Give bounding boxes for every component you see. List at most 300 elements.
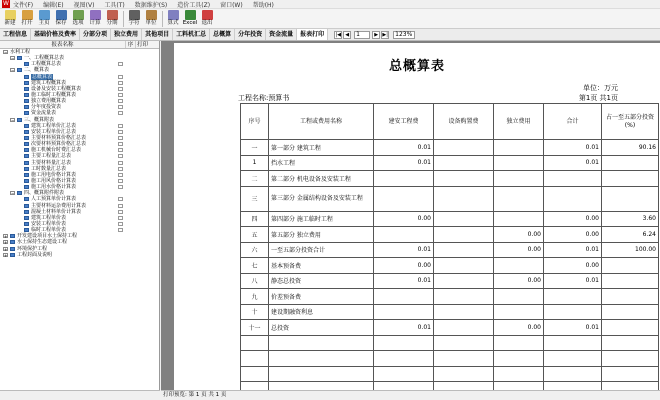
- expand-icon[interactable]: +: [4, 252, 8, 258]
- table-row: [241, 242, 659, 258]
- menu-item[interactable]: 窗口(W): [220, 1, 243, 9]
- report-icon: [24, 93, 29, 97]
- print-checkbox[interactable]: [118, 124, 123, 128]
- toolbar-button-label: 退出: [201, 20, 213, 26]
- print-checkbox[interactable]: [118, 99, 123, 103]
- tree-item-label: 设备及安装工程概算表: [31, 85, 82, 92]
- table-cell: 十一: [241, 320, 269, 336]
- collapse-icon[interactable]: −: [11, 68, 15, 74]
- tree-item-label: 建筑工程单价表: [31, 214, 67, 221]
- print-checkbox[interactable]: [118, 216, 123, 220]
- tree-item-label: 临时工程单价表: [31, 227, 67, 234]
- table-cell: [374, 382, 434, 391]
- table-cell: 第二部分 机电设备及安装工程: [269, 171, 374, 187]
- report-icon: [24, 148, 29, 152]
- table-cell: [374, 171, 434, 187]
- toolbar-button-label: 选项: [72, 20, 84, 26]
- table-cell: [602, 366, 659, 382]
- table-cell: [241, 351, 269, 367]
- print-checkbox[interactable]: [118, 161, 123, 165]
- table-cell: [434, 289, 494, 305]
- formula-icon: [168, 10, 179, 20]
- tree-item-label: 水土保持生态建设工程: [17, 239, 68, 246]
- toolbar-button[interactable]: [53, 9, 69, 29]
- table-cell: [602, 351, 659, 367]
- expand-icon[interactable]: +: [4, 246, 8, 252]
- print-checkbox[interactable]: [118, 136, 123, 140]
- report-icon: [24, 75, 29, 79]
- table-cell: 静态总投资: [269, 273, 374, 289]
- excel-icon: [185, 10, 196, 20]
- tree-item-label: 人工预算单价计算表: [31, 196, 77, 203]
- table-cell: 六: [241, 242, 269, 258]
- table-cell: 0.00: [494, 273, 544, 289]
- table-cell: 四: [241, 211, 269, 227]
- tree-item-label: 安装工程单价汇总表: [31, 128, 77, 135]
- folder-icon: [10, 234, 15, 238]
- print-checkbox[interactable]: [118, 210, 123, 214]
- toolbar: [0, 9, 660, 29]
- table-cell: [602, 186, 659, 211]
- tree-item-label: 安装工程单价表: [31, 220, 67, 227]
- table-cell: [434, 186, 494, 211]
- tab-bar: [0, 29, 660, 41]
- table-cell: 第三部分 金属结构设备及安装工程: [269, 186, 374, 211]
- table-cell: 0.00: [494, 242, 544, 258]
- tree-item-label: 二、概算表: [24, 67, 50, 74]
- print-checkbox[interactable]: [118, 185, 123, 189]
- next-page-button[interactable]: ▶: [372, 31, 380, 39]
- table-cell: [241, 335, 269, 351]
- table-cell: [434, 320, 494, 336]
- table-cell: 一至五部分投资合计: [269, 242, 374, 258]
- tree-item-label: 环境保护工程: [17, 245, 48, 252]
- tree-item-label: 工程封面及说明: [17, 251, 53, 258]
- tree-item-label: 主要工程量汇总表: [31, 153, 72, 160]
- report-icon: [24, 142, 29, 146]
- table-cell: 0.00: [544, 258, 602, 274]
- toolbar-button[interactable]: [182, 9, 198, 29]
- report-tree-panel: [0, 41, 160, 390]
- table-cell: [494, 382, 544, 391]
- table-cell: [494, 304, 544, 320]
- table-cell: [494, 258, 544, 274]
- table-cell: 七: [241, 258, 269, 274]
- toolbar-button-label: 字符: [128, 20, 140, 26]
- print-checkbox[interactable]: [118, 130, 123, 134]
- table-cell: [434, 140, 494, 156]
- expand-icon[interactable]: +: [4, 234, 8, 240]
- report-icon: [24, 81, 29, 85]
- zoom-select[interactable]: 123%: [393, 31, 415, 39]
- table-cell: [544, 366, 602, 382]
- table-cell: [494, 171, 544, 187]
- table-cell: [544, 186, 602, 211]
- table-cell: [269, 366, 374, 382]
- toolbar-button[interactable]: [19, 9, 35, 29]
- tree-item-label: 次要材料预算价格汇总表: [31, 141, 87, 148]
- toolbar-button-label: Excel: [182, 20, 198, 26]
- tree-item-label: 施工临时工程概算表: [31, 91, 77, 98]
- save-icon: [56, 10, 67, 20]
- table-cell: [374, 351, 434, 367]
- report-icon: [24, 210, 29, 214]
- table-cell: [434, 258, 494, 274]
- table-row: [241, 227, 659, 243]
- app-logo-icon: W: [3, 0, 9, 7]
- table-cell: [434, 227, 494, 243]
- table-cell: 一: [241, 140, 269, 156]
- tree-item-label: 水利工程: [10, 49, 31, 55]
- table-row: [241, 335, 659, 351]
- table-cell: [434, 155, 494, 171]
- table-cell: [241, 382, 269, 391]
- table-cell: [494, 211, 544, 227]
- table-cell: [374, 335, 434, 351]
- table-row: [241, 382, 659, 391]
- menu-item[interactable]: 编辑(E): [43, 1, 64, 9]
- report-unit: 单位：万元: [583, 84, 618, 92]
- report-icon: [24, 87, 29, 91]
- report-icon: [24, 136, 29, 140]
- table-cell: [269, 351, 374, 367]
- table-cell: [434, 382, 494, 391]
- report-icon: [24, 204, 29, 208]
- tree-item-label: 施工用水价格计算表: [31, 184, 77, 191]
- print-checkbox[interactable]: [118, 87, 123, 91]
- tree-header-print: 打印: [136, 42, 148, 48]
- toolbar-button-label: 打开: [21, 20, 33, 26]
- print-checkbox[interactable]: [118, 173, 123, 177]
- column-header: 占一至五部分投资(%): [602, 104, 659, 140]
- table-cell: 100.00: [602, 242, 659, 258]
- table-cell: [494, 335, 544, 351]
- table-cell: 0.00: [494, 320, 544, 336]
- folder-icon: [10, 247, 15, 251]
- table-row: [241, 351, 659, 367]
- print-checkbox[interactable]: [118, 154, 123, 158]
- table-cell: [494, 351, 544, 367]
- print-checkbox[interactable]: [118, 197, 123, 201]
- tab-item[interactable]: 分部分项: [80, 29, 111, 40]
- status-bar: 打印预览: 第 1 页 共 1 页: [161, 390, 660, 400]
- tab-item[interactable]: 工程信息: [0, 29, 31, 40]
- tab-item[interactable]: 工料机汇总: [173, 29, 210, 40]
- home-icon: [39, 10, 50, 20]
- table-cell: [602, 171, 659, 187]
- pager: [334, 31, 415, 39]
- print-checkbox[interactable]: [118, 167, 123, 171]
- table-cell: [374, 289, 434, 305]
- report-icon: [24, 228, 29, 232]
- print-checkbox[interactable]: [118, 222, 123, 226]
- table-cell: 建设期融资利息: [269, 304, 374, 320]
- table-cell: 五: [241, 227, 269, 243]
- table-cell: [602, 273, 659, 289]
- table-cell: 0.00: [544, 227, 602, 243]
- table-cell: 八: [241, 273, 269, 289]
- expand-icon[interactable]: +: [4, 240, 8, 246]
- toolbar-button[interactable]: [36, 9, 52, 29]
- tree-item-label: 工时数量汇总表: [31, 165, 67, 172]
- new-icon: [5, 10, 16, 20]
- table-cell: 1: [241, 155, 269, 171]
- toolbar-button-label: 分期: [106, 20, 118, 26]
- tree-item-label: 主要材料预算价格汇总表: [31, 134, 87, 141]
- print-checkbox[interactable]: [118, 93, 123, 97]
- print-checkbox[interactable]: [118, 228, 123, 232]
- menu-item[interactable]: 数据维护(S): [134, 1, 168, 9]
- table-cell: [544, 171, 602, 187]
- table-cell: 0.00: [374, 258, 434, 274]
- sidebar-footer: [0, 390, 160, 400]
- tree-item-label: 资金流量表: [31, 110, 57, 117]
- char-icon: [129, 10, 140, 20]
- table-cell: 0.00: [374, 211, 434, 227]
- options-icon: [73, 10, 84, 20]
- print-checkbox[interactable]: [118, 75, 123, 79]
- report-icon: [24, 62, 29, 66]
- report-icon: [24, 167, 29, 171]
- folder-icon: [10, 240, 15, 244]
- toolbar-button-label: 新建: [4, 20, 16, 26]
- table-cell: [602, 155, 659, 171]
- table-row: [241, 304, 659, 320]
- table-cell: 0.01: [374, 273, 434, 289]
- toolbar-button[interactable]: [70, 9, 86, 29]
- open-icon: [22, 10, 33, 20]
- print-checkbox[interactable]: [118, 179, 123, 183]
- tree-header-name: 报表名称: [51, 42, 74, 48]
- table-cell: 0.00: [544, 211, 602, 227]
- folder-icon: [17, 191, 22, 195]
- report-page-info: 第1页 共1页: [578, 94, 618, 102]
- tab-item[interactable]: 其他项目: [142, 29, 173, 40]
- tab-item[interactable]: 独立费用: [111, 29, 142, 40]
- column-header: 序号: [241, 104, 269, 140]
- tree-item-label: 混凝土材料单价计算表: [31, 208, 82, 215]
- toolbar-button-label: 保存: [55, 20, 67, 26]
- table-cell: [602, 304, 659, 320]
- table-cell: 90.16: [602, 140, 659, 156]
- report-icon: [24, 179, 29, 183]
- tree-item[interactable]: [0, 252, 159, 258]
- folder-icon: [17, 118, 22, 122]
- folder-icon: [10, 253, 15, 257]
- print-checkbox[interactable]: [118, 148, 123, 152]
- exit-icon: [202, 10, 213, 20]
- tree-item-label: 建筑工程概算表: [31, 79, 67, 86]
- table-cell: [602, 289, 659, 305]
- table-cell: [434, 304, 494, 320]
- report-icon: [24, 99, 29, 103]
- toolbar-button[interactable]: [87, 9, 103, 29]
- stage-icon: [107, 10, 118, 20]
- table-cell: 基本预备费: [269, 258, 374, 274]
- tree-item-label: 四、概算附件附表: [24, 190, 65, 197]
- report-icon: [24, 197, 29, 201]
- report-icon: [24, 105, 29, 109]
- menu-item[interactable]: 文件(F): [13, 1, 34, 9]
- tree-item-label: 一、工程概算总表: [24, 55, 65, 62]
- report-icon: [24, 154, 29, 158]
- table-cell: 挡水工程: [269, 155, 374, 171]
- table-cell: 价差预备费: [269, 289, 374, 305]
- column-header: 合计: [544, 104, 602, 140]
- first-page-button[interactable]: |◀: [335, 31, 341, 38]
- table-cell: [602, 382, 659, 391]
- tree-item-label: 分年度投资表: [31, 104, 62, 111]
- collapse-icon[interactable]: −: [11, 191, 15, 197]
- table-cell: 第一部分 建筑工程: [269, 140, 374, 156]
- report-icon: [24, 161, 29, 165]
- column-header: 工程或费用名称: [269, 104, 374, 140]
- table-cell: 三: [241, 186, 269, 211]
- table-cell: [434, 335, 494, 351]
- report-icon: [24, 216, 29, 220]
- table-row: [241, 155, 659, 171]
- toolbar-button-label: 主页: [38, 20, 50, 26]
- table-row: [241, 289, 659, 305]
- toolbar-button[interactable]: [165, 9, 181, 29]
- table-cell: 二: [241, 171, 269, 187]
- menu-item[interactable]: 造价工具(Z): [177, 1, 211, 9]
- table-cell: [544, 289, 602, 305]
- tab-item[interactable]: 基础价格及费率: [31, 29, 80, 40]
- report-page: [174, 43, 660, 390]
- table-cell: [494, 140, 544, 156]
- report-icon: [24, 173, 29, 177]
- tree-item-label: 工程概算总表: [31, 61, 62, 68]
- table-cell: [434, 366, 494, 382]
- table-row: [241, 320, 659, 336]
- print-checkbox[interactable]: [118, 111, 123, 115]
- project-name: 工程名称:预算书: [238, 94, 290, 102]
- table-cell: [602, 320, 659, 336]
- table-cell: 0.01: [544, 155, 602, 171]
- table-row: [241, 258, 659, 274]
- toolbar-button-label: 单位: [145, 20, 157, 26]
- report-icon: [24, 124, 29, 128]
- print-checkbox[interactable]: [118, 105, 123, 109]
- table-row: [241, 186, 659, 211]
- table-cell: 0.01: [544, 320, 602, 336]
- tree-item-label: 独立费用概算表: [31, 98, 67, 105]
- table-cell: [374, 366, 434, 382]
- menu-item[interactable]: 帮助(H): [252, 1, 274, 9]
- print-checkbox[interactable]: [118, 142, 123, 146]
- menu-bar: [0, 0, 660, 9]
- toolbar-button[interactable]: [104, 9, 120, 29]
- report-table: [240, 103, 659, 390]
- table-cell: 0.01: [374, 320, 434, 336]
- table-cell: 0.01: [544, 140, 602, 156]
- table-cell: [434, 273, 494, 289]
- collapse-icon[interactable]: −: [4, 50, 8, 55]
- print-checkbox[interactable]: [118, 204, 123, 208]
- print-checkbox[interactable]: [118, 81, 123, 85]
- report-icon: [24, 222, 29, 226]
- tab-item[interactable]: 总概算: [210, 29, 235, 40]
- toolbar-separator: [160, 9, 164, 29]
- prev-page-button[interactable]: ◀: [343, 31, 351, 39]
- table-cell: [269, 382, 374, 391]
- calc-icon: [90, 10, 101, 20]
- table-cell: [544, 382, 602, 391]
- table-cell: [269, 335, 374, 351]
- toolbar-button-label: 算式: [167, 20, 179, 26]
- table-cell: 九: [241, 289, 269, 305]
- column-header: 独立费用: [494, 104, 544, 140]
- table-cell: [494, 186, 544, 211]
- page-number-input[interactable]: 1: [354, 31, 370, 39]
- tree-header: [0, 41, 159, 49]
- table-cell: 6.24: [602, 227, 659, 243]
- table-row: [241, 140, 659, 156]
- print-preview-area: [161, 41, 660, 390]
- tab-item[interactable]: 报表打印: [297, 29, 328, 40]
- collapse-icon[interactable]: −: [11, 117, 15, 123]
- report-icon: [24, 130, 29, 134]
- tree-item-label: 施工用风价格计算表: [31, 177, 77, 184]
- table-cell: [602, 335, 659, 351]
- print-checkbox[interactable]: [118, 62, 123, 66]
- folder-icon: [17, 68, 22, 72]
- column-header: 建安工程费: [374, 104, 434, 140]
- tab-item[interactable]: 分年投资: [235, 29, 266, 40]
- folder-icon: [17, 56, 22, 60]
- tree-item-label: 建筑工程单价汇总表: [31, 122, 77, 129]
- report-icon: [24, 185, 29, 189]
- table-cell: 第四部分 施工临时工程: [269, 211, 374, 227]
- table-cell: [434, 171, 494, 187]
- tree-item-label: 三、概算附表: [24, 116, 55, 123]
- table-cell: 总投资: [269, 320, 374, 336]
- menu-item[interactable]: 工具(T): [104, 1, 125, 9]
- tree-item-label: 总概算表: [32, 73, 53, 80]
- toolbar-button[interactable]: [126, 9, 142, 29]
- table-cell: 0.01: [544, 242, 602, 258]
- report-icon: [24, 111, 29, 115]
- table-row: [241, 171, 659, 187]
- toolbar-button[interactable]: [143, 9, 159, 29]
- report-title: 总概算表: [388, 59, 445, 74]
- toolbar-button[interactable]: [2, 9, 18, 29]
- toolbar-button[interactable]: [199, 9, 215, 29]
- table-cell: [544, 335, 602, 351]
- table-cell: [544, 304, 602, 320]
- collapse-icon[interactable]: −: [11, 56, 15, 62]
- table-cell: [494, 289, 544, 305]
- last-page-button[interactable]: ▶|: [382, 31, 388, 38]
- table-cell: [241, 366, 269, 382]
- table-cell: [602, 258, 659, 274]
- table-cell: 0.01: [374, 242, 434, 258]
- column-header: 设备购置费: [434, 104, 494, 140]
- table-cell: [434, 211, 494, 227]
- table-cell: 0.01: [374, 140, 434, 156]
- table-cell: 0.01: [374, 155, 434, 171]
- table-row: [241, 211, 659, 227]
- tree-header-order: 序: [125, 41, 135, 48]
- menu-item[interactable]: 视图(V): [73, 1, 95, 9]
- tab-item[interactable]: 资金流量: [266, 29, 297, 40]
- table-row: [241, 273, 659, 289]
- table-cell: [374, 304, 434, 320]
- tree-item-label: 主要材料运杂费用计算表: [31, 202, 87, 209]
- table-cell: 十: [241, 304, 269, 320]
- tree-item-label: 开发建设项目水土保持工程: [17, 233, 78, 240]
